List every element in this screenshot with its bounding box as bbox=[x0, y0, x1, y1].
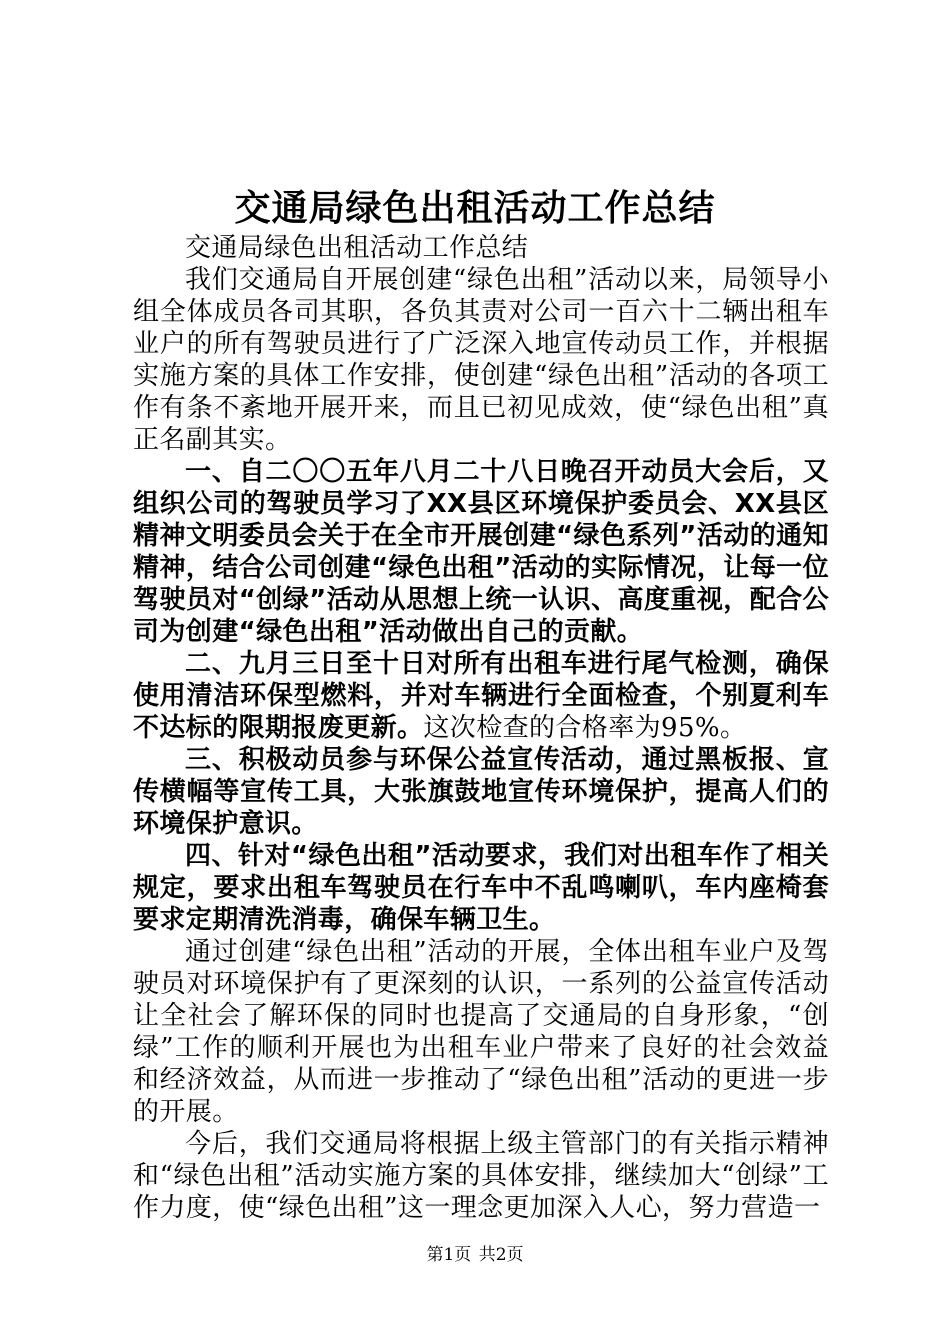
paragraph-item-2 bbox=[133, 648, 829, 744]
page-number: 第1页 bbox=[426, 1245, 472, 1265]
page-footer bbox=[0, 1243, 950, 1267]
paragraph-item-3: 三、积极动员参与环保公益宣传活动，通过黑板报、宣传横幅等宣传工具，大张旗鼓地宣传环境保护，提高人们的环境保护意识。 bbox=[133, 745, 829, 839]
document-body bbox=[133, 232, 829, 1224]
paragraph-intro: 我们交通局自开展创建“绿色出租”活动以来，局领导小组全体成员各司其职，各负其责对公司一百六十二辆出租车业户的所有驾驶员进行了广泛深入地宣传动员工作，并根据实施方案的具体工作安排，使创建“绿色出租”活动的各项工作有条不紊地开展开来，而且已初见成效，使“绿色出租”真正名副其实。 bbox=[133, 265, 829, 455]
paragraph-item-2-tail: 这次检查的合格率为95%。 bbox=[423, 713, 747, 743]
paragraph-item-4: 四、针对“绿色出租”活动要求，我们对出租车作了相关规定，要求出租车驾驶员在行车中不乱鸣喇叭，车内座椅套要求定期清洗消毒，确保车辆卫生。 bbox=[133, 841, 829, 935]
paragraph-subtitle: 交通局绿色出租活动工作总结 bbox=[185, 233, 529, 263]
document-title: 交通局绿色出租活动工作总结 bbox=[234, 187, 716, 229]
paragraph-item-2-main: 二、九月三日至十日对所有出租车进行尾气检测，确保使用清洁环保型燃料，并对车辆进行全面检查，个别夏利车不达标的限期报废更新。 bbox=[133, 649, 829, 743]
paragraph-item-1: 一、自二〇〇五年八月二十八日晚召开动员大会后，又组织公司的驾驶员学习了XX县区环境保护委员会、XX县区精神文明委员会关于在全市开展创建“绿色系列”活动的通知精神，结合公司创建“绿色出租”活动的实际情况，让每一位驾驶员对“创绿”活动从思想上统一认识、高度重视，配合公司为创建“绿色出租”活动做出自己的贡献。 bbox=[133, 457, 829, 647]
paragraph-summary: 通过创建“绿色出租”活动的开展，全体出租车业户及驾驶员对环境保护有了更深刻的认识，一系列的公益宣传活动让全社会了解环保的同时也提高了交通局的自身形象，“创绿”工作的顺利开展也为出租车业户带来了良好的社会效益和经济效益，从而进一步推动了“绿色出租”活动的更进一步的开展。 bbox=[133, 937, 829, 1127]
paragraph-outlook: 今后，我们交通局将根据上级主管部门的有关指示精神和“绿色出租”活动实施方案的具体安排，继续加大“创绿”工作力度，使“绿色出租”这一理念更加深入人心，努力营造一 bbox=[133, 1129, 829, 1223]
page-total: 共2页 bbox=[478, 1245, 524, 1265]
